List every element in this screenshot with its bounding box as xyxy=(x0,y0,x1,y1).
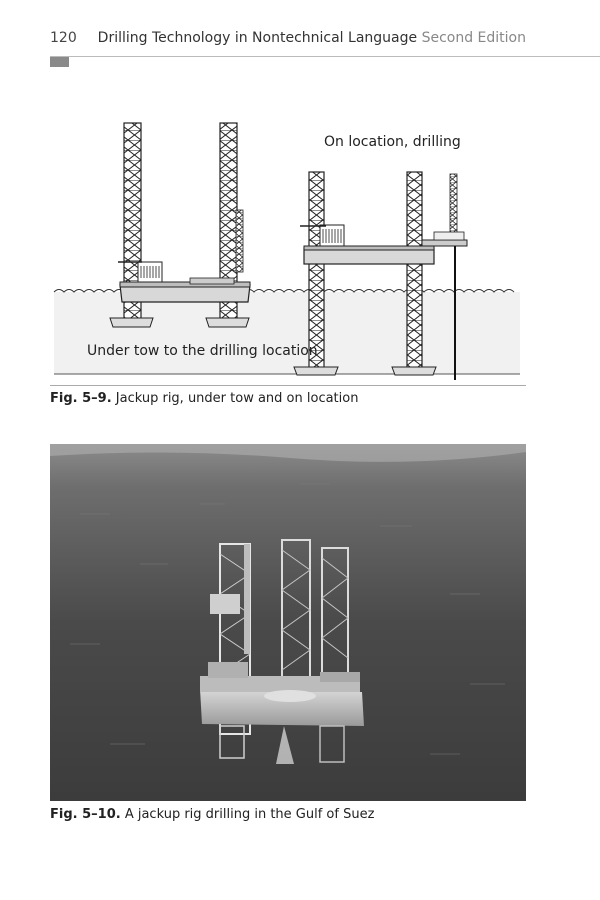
running-header xyxy=(50,30,526,50)
caption-text: A jackup rig drilling in the Gulf of Suez xyxy=(120,807,375,822)
jackup-rig-photo xyxy=(50,444,526,801)
book-title xyxy=(98,30,526,46)
caption-text: Jackup rig, under tow and on location xyxy=(111,391,359,406)
rig-under-tow xyxy=(110,123,250,327)
jackup-rig-diagram xyxy=(50,110,526,388)
label-under-tow: Under tow to the drilling location xyxy=(87,343,318,359)
figure-5-9-caption xyxy=(50,391,358,406)
header-marker xyxy=(50,57,69,67)
edition-label: Second Edition xyxy=(421,30,526,46)
page-number: 120 xyxy=(50,30,77,46)
caption-number: Fig. 5–9. xyxy=(50,391,112,406)
figure-rule xyxy=(50,385,526,386)
figure-5-10-caption xyxy=(50,807,374,822)
caption-number: Fig. 5–10. xyxy=(50,807,121,822)
book-title-text: Drilling Technology in Nontechnical Language xyxy=(97,30,418,46)
label-on-location: On location, drilling xyxy=(324,134,461,150)
